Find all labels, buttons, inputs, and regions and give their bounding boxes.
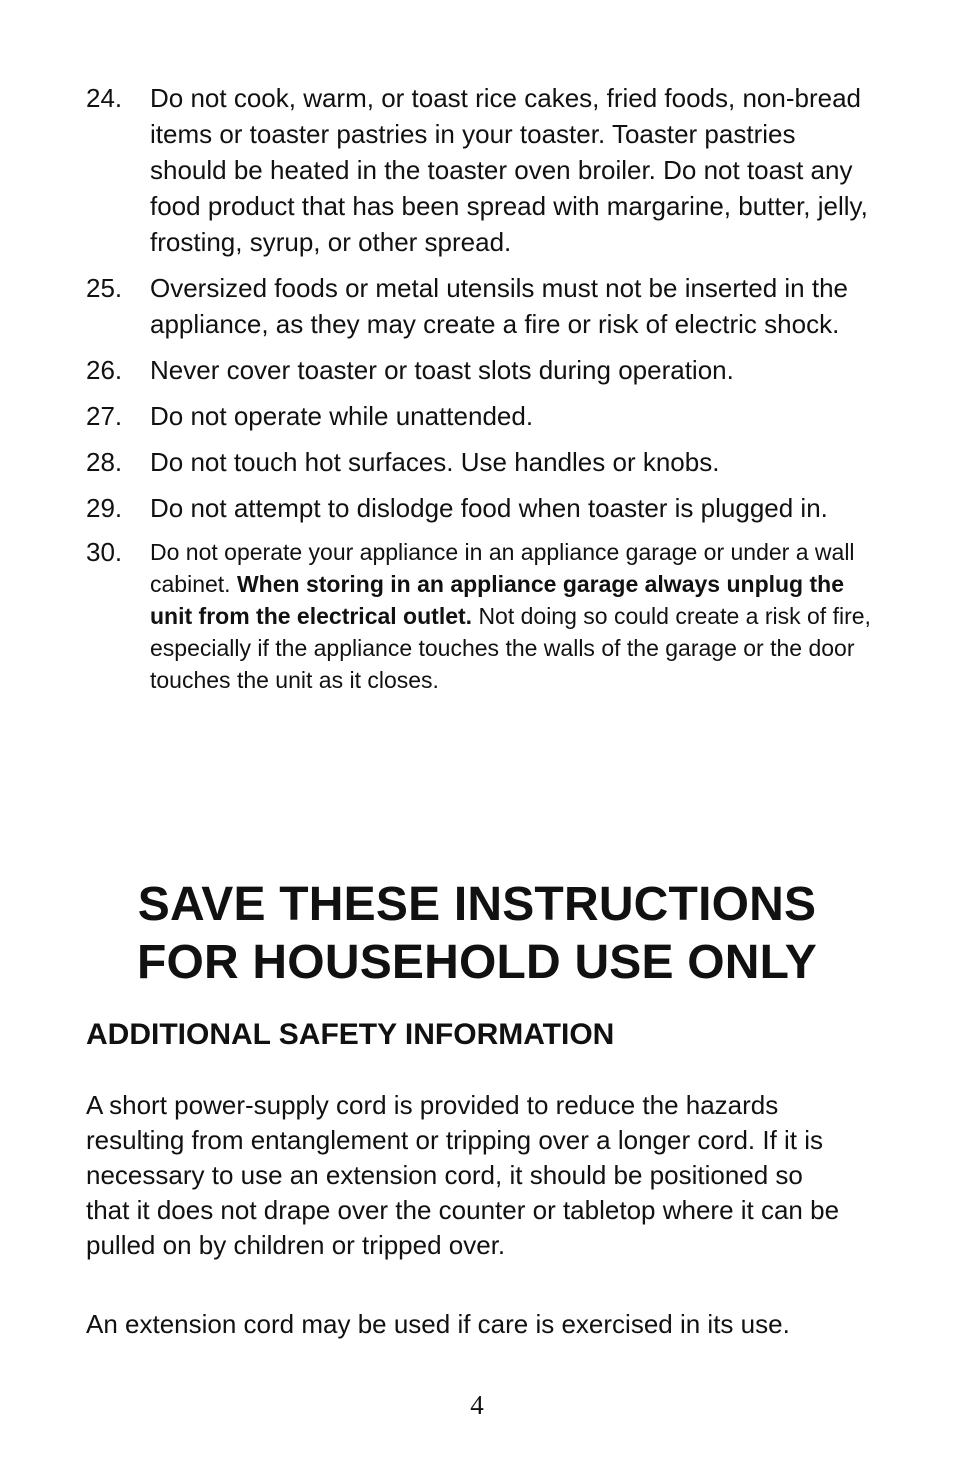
list-item-number: 25.	[86, 273, 123, 303]
list-item-text: Do not operate while unattended.	[150, 401, 534, 431]
list-item-number: 26.	[86, 355, 123, 385]
list-item-number: 28.	[86, 447, 123, 477]
save-heading-line1: SAVE THESE INSTRUCTIONS	[137, 878, 817, 931]
save-heading-line2: FOR HOUSEHOLD USE ONLY	[136, 936, 818, 989]
list-item-bold-warning: When storing in an appliance garage always unplug the unit from the electrical outlet.	[150, 571, 844, 629]
list-item-text: Do not touch hot surfaces. Use handles or knobs.	[150, 447, 720, 477]
safety-instructions-list	[86, 80, 876, 706]
list-item-27	[86, 398, 876, 434]
list-item-number: 27.	[86, 401, 123, 431]
list-item-number: 24.	[86, 83, 123, 113]
list-item-26	[86, 352, 876, 388]
list-item-number: 29.	[86, 493, 123, 523]
list-item-text: Oversized foods or metal utensils must not be inserted in the appliance, as they may create a fire or risk of electric shock.	[150, 273, 849, 339]
save-instructions-heading	[0, 876, 954, 992]
list-item-text-part: Do not operate your appliance in an appliance garage or under a wall cabinet.	[150, 539, 855, 597]
list-item-24	[86, 80, 876, 260]
list-item-text	[150, 536, 876, 696]
additional-safety-heading: ADDITIONAL SAFETY INFORMATION	[86, 1018, 615, 1051]
list-item-text: Do not attempt to dislodge food when toaster is plugged in.	[150, 493, 828, 523]
list-item-text-part: Not doing so could create a risk of fire, especially if the appliance touches the walls of the garage or the door touches the unit as it closes.	[150, 603, 871, 693]
list-item-28	[86, 444, 876, 480]
cord-paragraph: A short power-supply cord is provided to reduce the hazards resulting from entanglement or tripping over a longer cord. If it is necessary to use an extension cord, it should be positioned so that it does not drape over the counter or tabletop where it can be pulled on by children or tripped over.	[86, 1090, 840, 1260]
list-item-number: 30.	[86, 537, 123, 567]
list-item-30	[86, 536, 876, 696]
extension-cord-paragraph: An extension cord may be used if care is exercised in its use.	[86, 1309, 790, 1339]
list-item-29	[86, 490, 876, 526]
list-item-text: Never cover toaster or toast slots during operation.	[150, 355, 734, 385]
list-item-25	[86, 270, 876, 342]
list-item-text: Do not cook, warm, or toast rice cakes, fried foods, non-bread items or toaster pastries in your toaster. Toaster pastries should be heated in the toaster oven broiler. Do not toast any food product that has been spread with margarine, butter, jelly, frosting, syrup, or other spread.	[150, 83, 868, 257]
page-number: 4	[470, 1390, 484, 1420]
